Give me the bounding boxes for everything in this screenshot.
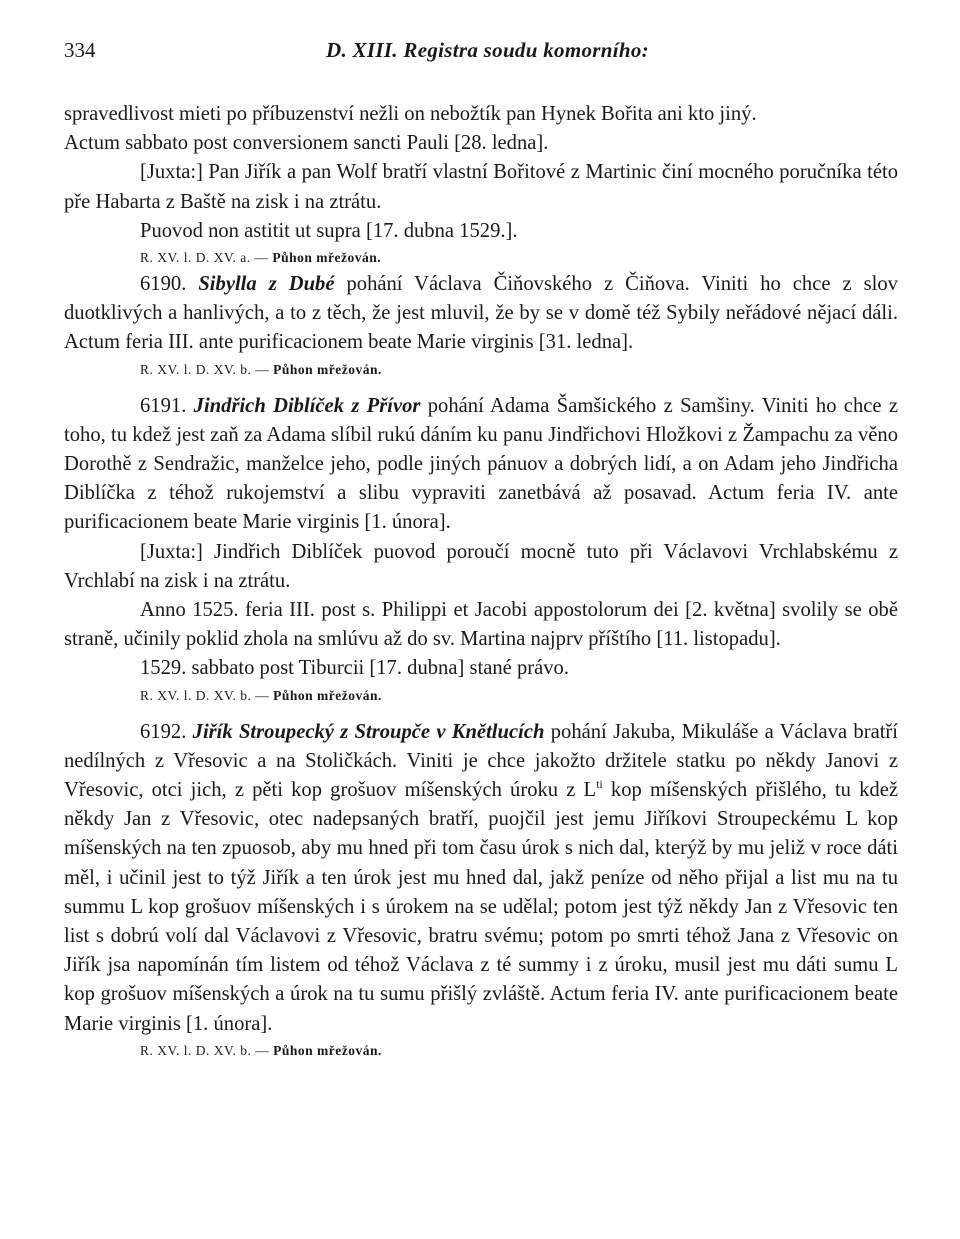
source-reference: [64, 246, 898, 270]
entry-6191: [64, 392, 898, 538]
paragraph: Actum sabbato post conversionem sancti Pauli [28. ledna].: [64, 132, 549, 155]
entry-6192: [64, 718, 898, 1039]
document-page: [64, 38, 898, 1063]
source-reference: [64, 684, 898, 708]
page-header: [64, 38, 898, 68]
paragraph: Anno 1525. feria III. post s. Philippi et Jacobi appostolorum dei [2. května] svolily se obě straně, učinily poklid zhola na smlúvu až do sv. Martina najprv příštího [11. listopadu].: [64, 599, 898, 651]
entry-number: 6192.: [140, 720, 187, 743]
entry-plaintiff: Jiřík Stroupecký z Stroupče v Knětlucích: [192, 720, 545, 743]
entry-6190: [64, 270, 898, 358]
paragraph: spravedlivost mieti po příbuzenství nežli on nebožtík pan Hynek Bořita ani kto jiný.: [64, 103, 757, 125]
reference-signature: R. XV. l. D. XV. b. —: [140, 687, 270, 703]
source-reference: [64, 1039, 898, 1063]
reference-note: Půhon mřežován.: [272, 250, 382, 266]
entry-plaintiff: Jindřich Diblíček z Přívor: [193, 394, 421, 417]
paragraph: Puovod non astitit ut supra [17. dubna 1529.].: [140, 219, 518, 242]
reference-note: Půhon mřežován.: [273, 361, 382, 377]
running-title: D. XIII. Registra soudu komorního:: [326, 38, 649, 62]
entry-text: pohání Jakuba, Mikuláše a Václava bratří nedílných z Vřesovic a na Stoličkách. Viniti je chce jakožto držitele statku po někdy Janovi z Vřesovic, otci jich, z pěti kop grošuov míšenských úroku z L: [64, 720, 899, 802]
superscript: ti: [596, 777, 603, 792]
entry-text: pohání Václava Čiňovského z Čiňova. Viniti ho chce z slov duotklivých a hanlivých, a to z těch, že jest mluvil, že by se v domě též Sybily neřádové nějací dáli. Actum feria III. ante purificacionem beate Marie virginis [31. ledna].: [64, 273, 898, 354]
paragraph: 1529. sabbato post Tiburcii [17. dubna] stané právo.: [140, 657, 569, 680]
entry-number: 6190.: [140, 273, 187, 296]
reference-signature: R. XV. l. D. XV. a. —: [140, 250, 269, 266]
page-number: 334: [64, 38, 96, 62]
source-reference: [64, 358, 898, 382]
entry-number: 6191.: [140, 394, 187, 417]
reference-signature: R. XV. l. D. XV. b. —: [140, 361, 270, 377]
entry-plaintiff: Sibylla z Dubé: [198, 273, 335, 296]
entry-text-continued: kop míšenských přišlého, tu kdež někdy Jan z Vřesovic, otec nadepsaných bratří, puojčil jest jemu Jiříkovi Stroupeckému L kop míšenských na ten zpuosob, aby mu hned při tom času úrok s nich dal, kterýž by mu jeliž v roce dáti měl, i učinil jest to týž Jiřík a ten úrok jest mu hned dal, jakž peníze od něho přijal a list mu na tu summu L kop grošuov míšenských i s úrokem na se udělal; potom jest týž někdy Jan z Vřesovic ten list s dobrú volí dal Václavovi z Vřesovic, bratru svému; potom po smrti téhož Jana z Vřesovic on Jiřík jsa napomínán tím listem od téhož Václava z té summy i z úroku, musil jest mu dáti sumu L kop grošuov míšenských a úrok na tu sumu přišlý zvláště. Actum feria IV. ante purificacionem beate Marie virginis [1. února].: [64, 779, 898, 1035]
reference-signature: R. XV. l. D. XV. b. —: [140, 1042, 270, 1058]
paragraph: [Juxta:] Pan Jiřík a pan Wolf bratří vlastní Bořitové z Martinic činí mocného poručníka této pře Habarta z Baště na zisk i na ztrátu.: [64, 161, 898, 213]
reference-note: Půhon mřežován.: [273, 687, 382, 703]
paragraph: [Juxta:] Jindřich Diblíček puovod poroučí mocně tuto při Václavovi Vrchlabskému z Vrchlabí na zisk i na ztrátu.: [64, 540, 898, 592]
body-text: [64, 100, 898, 1063]
entry-text: pohání Adama Šamšického z Samšiny. Viniti ho chce z toho, tu kdež jest zaň za Adama slíbil rukú dáním ku panu Jindřichovi Hložkovi z Žampachu za věno Dorothě z Sendražic, manželce jeho, podle jiných pánuov a dobrých lidí, a on Adam jeho Jindřicha Diblíčka z téhož rukojemství a slibu vypraviti zanetbává až posavad. Actum feria IV. ante purificacionem beate Marie virginis [1. února].: [64, 394, 898, 534]
reference-note: Půhon mřežován.: [273, 1042, 382, 1058]
